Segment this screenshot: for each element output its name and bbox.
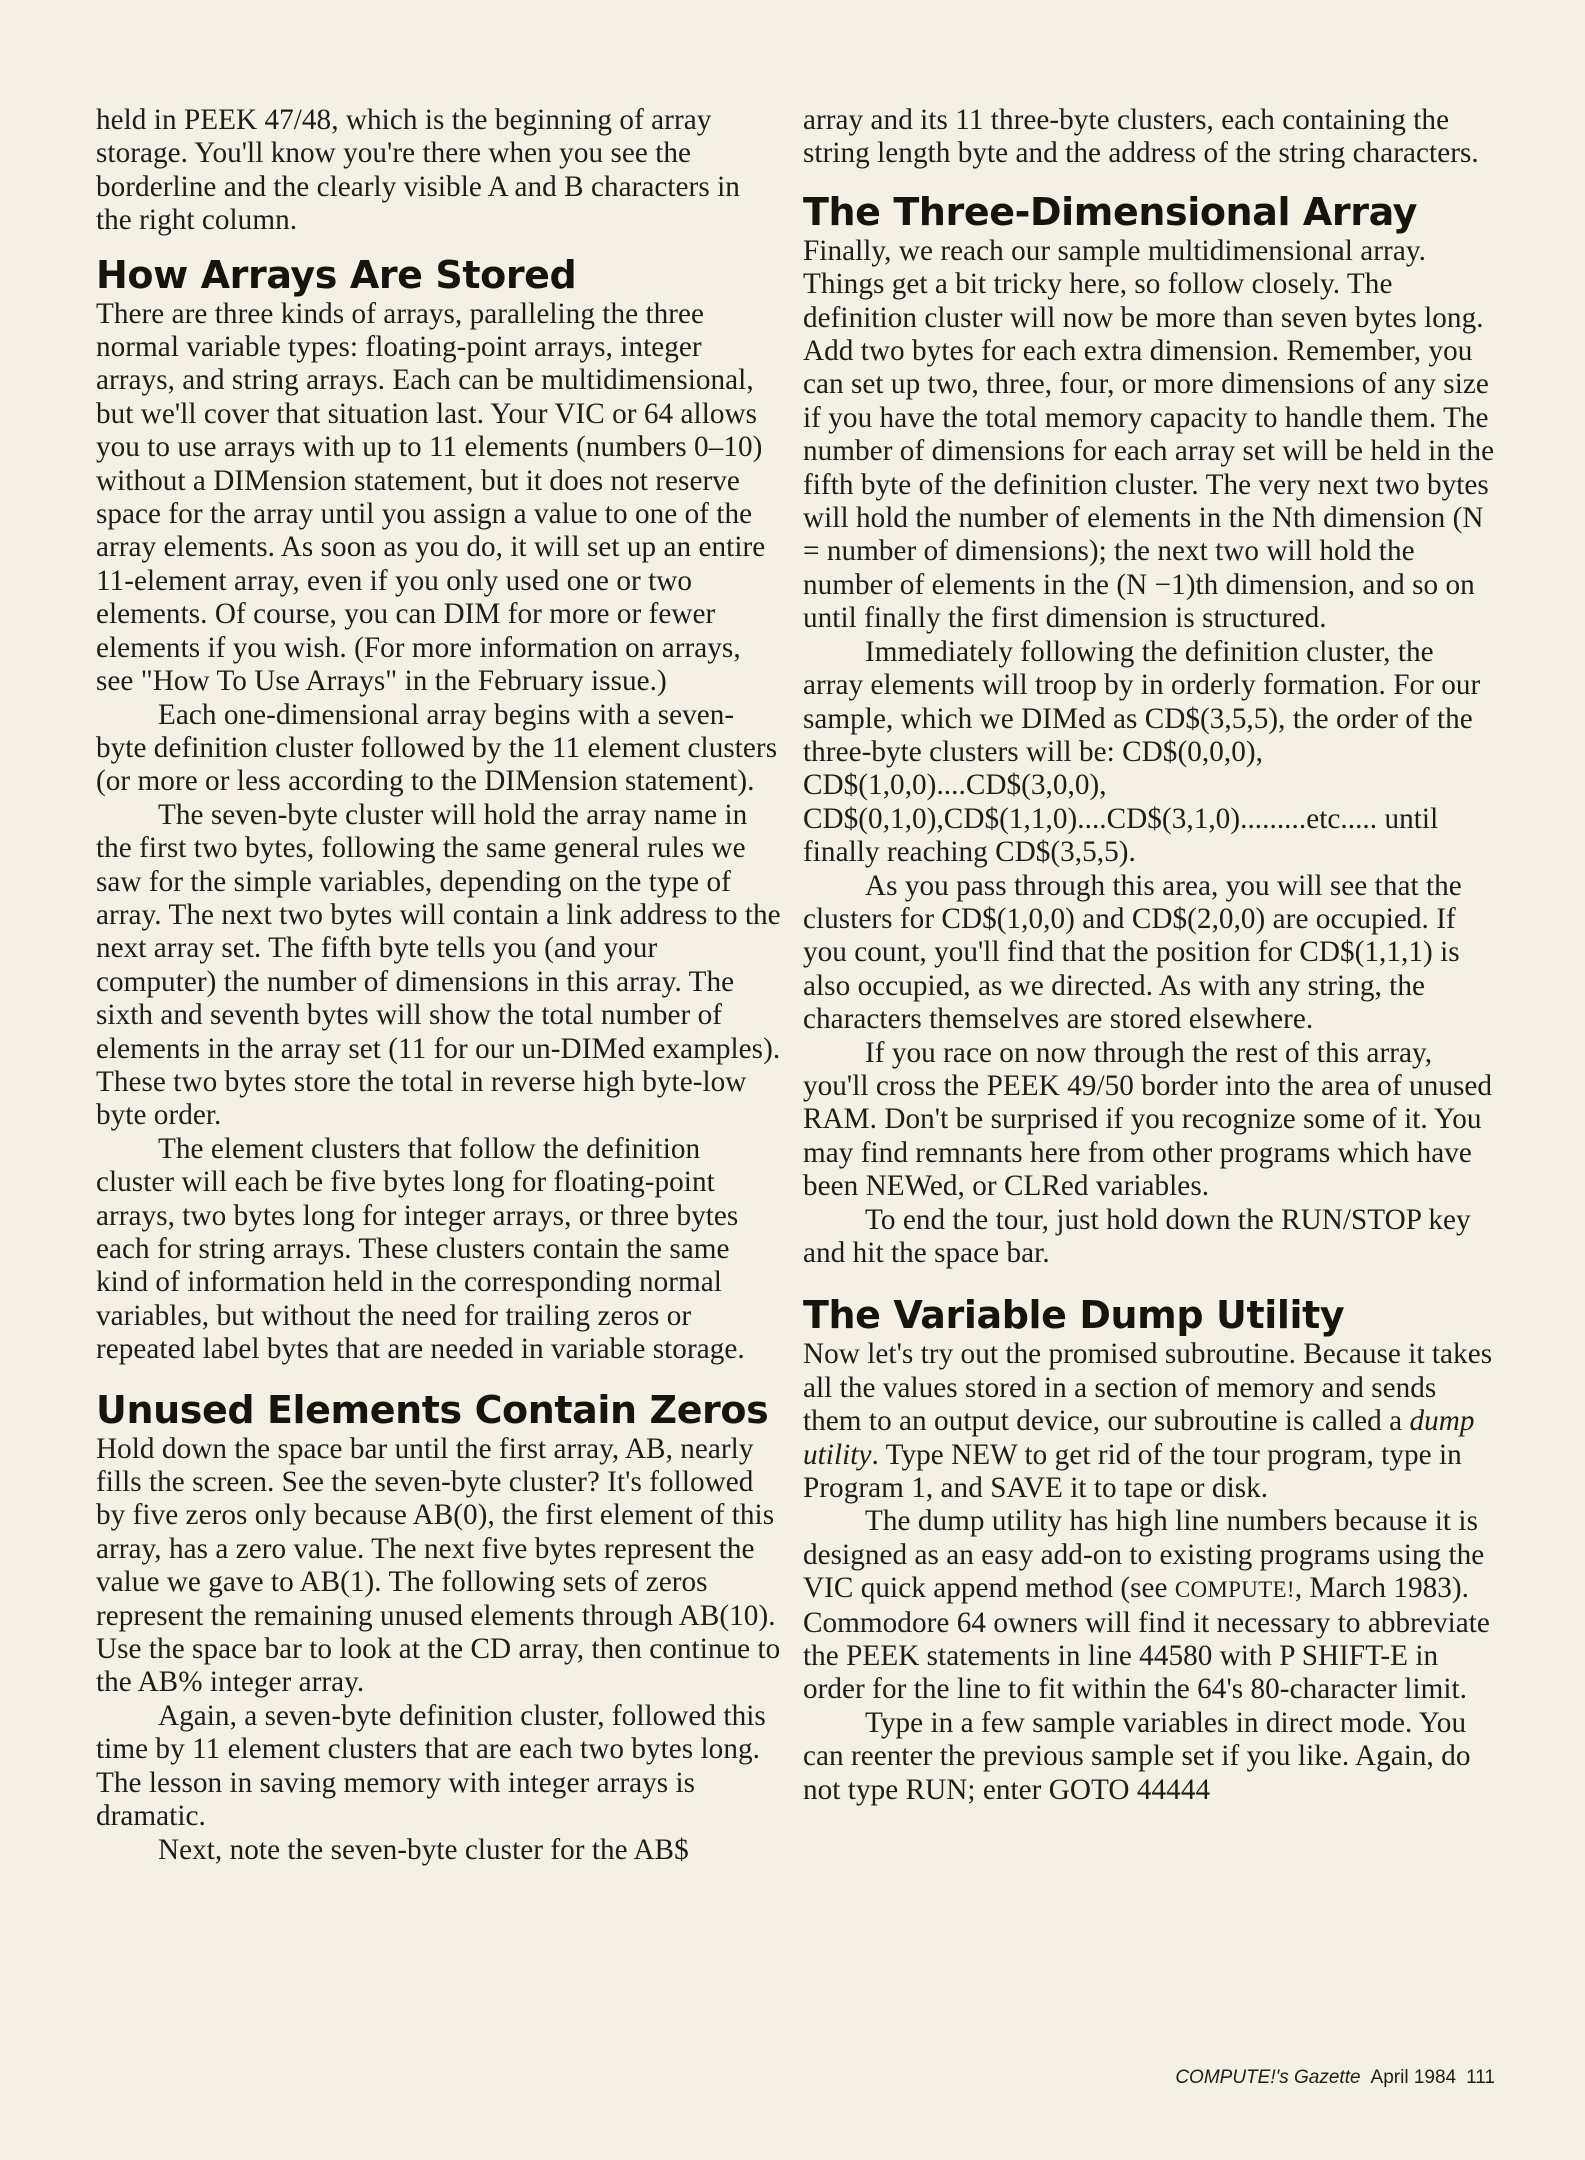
paragraph-stored-3: The seven-byte cluster will hold the array name in the first two bytes, following the same general rules we saw for the simple variables, depending on the type of array. The next two bytes will contain a link address to the next array set. The fifth byte tells you (and your computer) the number of dimensions in this array. The sixth and seventh bytes will show the total number of elements in the array set (11 for our un-DIMed examples). These two bytes store the total in reverse high byte-low byte order. [96, 798, 781, 1132]
paragraph-dump-1-end: . Type NEW to get rid of the tour program, type in Program 1, and SAVE it to tape or disk. [803, 1438, 1462, 1505]
heading-how-arrays-are-stored: How Arrays Are Stored [96, 252, 577, 297]
paragraph-3d-4: If you race on now through the rest of this array, you'll cross the PEEK 49/50 border into the area of unused RAM. Don't be surprised if you recognize some of it. You may find remnants here from other programs which have been NEWed, or CLRed variables. [803, 1036, 1493, 1203]
right-column [803, 104, 1497, 1807]
paragraph-3d-1: Finally, we reach our sample multidimensional array. Things get a bit tricky here, so follow closely. The definition cluster will now be more than seven bytes long. Add two bytes for each extra dimension. Remember, you can set up two, three, four, or more dimensions of any size if you have the total memory capacity to handle them. The number of dimensions for each array set will be held in the fifth byte of the definition cluster. The very next two bytes will hold the number of elements in the Nth dimension (N = number of dimensions); the next two will hold the number of elements in the (N −1)th dimension, and so on until finally the first dimension is structured. [803, 234, 1495, 635]
paragraph-unused-1: Hold down the space bar until the first array, AB, nearly fills the screen. See the seven-byte cluster? It's followed by five zeros only because AB(0), the first element of this array, has a zero value. The next five bytes represent the value we gave to AB(1). The following sets of zeros represent the remaining unused elements through AB(10). Use the space bar to look at the CD array, then continue to the AB% integer array. [96, 1432, 781, 1699]
heading-three-dimensional-array: The Three-Dimensional Array [803, 189, 1418, 234]
compute-magazine-name: COMPUTE! [1174, 1577, 1295, 1603]
paragraph-unused-3: Next, note the seven-byte cluster for the AB$ [158, 1833, 689, 1866]
paragraph-stored-4: The element clusters that follow the definition cluster will each be five bytes long for floating-point arrays, two bytes long for integer arrays, or three bytes each for string arrays. These clusters contain the same kind of information held in the corresponding normal variables, but without the need for trailing zeros or repeated label bytes that are needed in variable storage. [96, 1132, 745, 1366]
paragraph-intro: held in PEEK 47/48, which is the beginning of array storage. You'll know you're there when you see the borderline and the clearly visible A and B characters in the right column. [96, 104, 740, 237]
paragraph-stored-1: There are three kinds of arrays, paralleling the three normal variable types: floating-point arrays, integer arrays, and string arrays. Each can be multidimensional, but we'll cover that situation last. Your VIC or 64 allows you to use arrays with up to 11 elements (numbers 0–10) without a DIMension statement, but it does not reserve space for the array until you assign a value to one of the array elements. As soon as you do, it will set up an entire 11-element array, even if you only used one or two elements. Of course, you can DIM for more or fewer elements if you wish. (For more information on arrays, see "How To Use Arrays" in the February issue.) [96, 297, 766, 698]
paragraph-3d-2: Immediately following the definition cluster, the array elements will troop by in orderly formation. For our sample, which we DIMed as CD$(3,5,5), the order of the three-byte clusters will be: CD$(0,0,0), CD$(1,0,0)....CD$(3,0,0), CD$(0,1,0),CD$(1,1,0)....CD$(3,1,0).........etc..... until finally reaching CD$(3,5,5). [803, 635, 1481, 869]
paragraph-3d-5: To end the tour, just hold down the RUN/STOP key and hit the space bar. [803, 1203, 1471, 1269]
left-column [96, 104, 782, 1867]
paragraph-continued: array and its 11 three-byte clusters, each containing the string length byte and the address of the string characters. [803, 104, 1479, 170]
footer-issue-date: April 1984 [1370, 2067, 1457, 2088]
page-footer [1165, 2067, 1495, 2089]
paragraph-3d-3: As you pass through this area, you will see that the clusters for CD$(1,0,0) and CD$(2,0,0) are occupied. If you count, you'll find that the position for CD$(1,1,1) is also occupied, as we directed. As with any string, the characters themselves are stored elsewhere. [803, 869, 1462, 1036]
paragraph-dump-1-start: Now let's try out the promised subroutine. Because it takes all the values stored in a section of memory and sends them to an output device, our subroutine is called a [803, 1338, 1493, 1438]
heading-variable-dump-utility: The Variable Dump Utility [803, 1293, 1345, 1338]
paragraph-unused-2: Again, a seven-byte definition cluster, followed this time by 11 element clusters that are each two bytes long. The lesson in saving memory with integer arrays is dramatic. [96, 1699, 766, 1833]
paragraph-dump-2 [803, 1505, 1497, 1706]
dump-utility-term: dump utility [803, 1405, 1475, 1471]
paragraph-dump-3: Type in a few sample variables in direct mode. You can reenter the previous sample set if you like. Again, do not type RUN; enter GOTO 44444 [803, 1706, 1471, 1806]
paragraph-stored-2: Each one-dimensional array begins with a seven-byte definition cluster followed by the 11 element clusters (or more or less according to the DIMension statement). [96, 698, 778, 798]
heading-unused-elements: Unused Elements Contain Zeros [96, 1387, 769, 1432]
paragraph-dump-1 [803, 1338, 1497, 1505]
paragraph-dump-2-start: The dump utility has high line numbers because it is designed as an easy add-on to existing programs using the VIC quick append method (see [803, 1505, 1485, 1605]
footer-page-number: 111 [1466, 2067, 1495, 2088]
paragraph-dump-2-end: , March 1983). Commodore 64 owners will find it necessary to abbreviate the PEEK statements in line 44580 with P SHIFT-E in order for the line to fit within the 64's 80-character limit. [803, 1572, 1490, 1706]
footer-magazine-title: COMPUTE!'s Gazette [1175, 2067, 1361, 2088]
